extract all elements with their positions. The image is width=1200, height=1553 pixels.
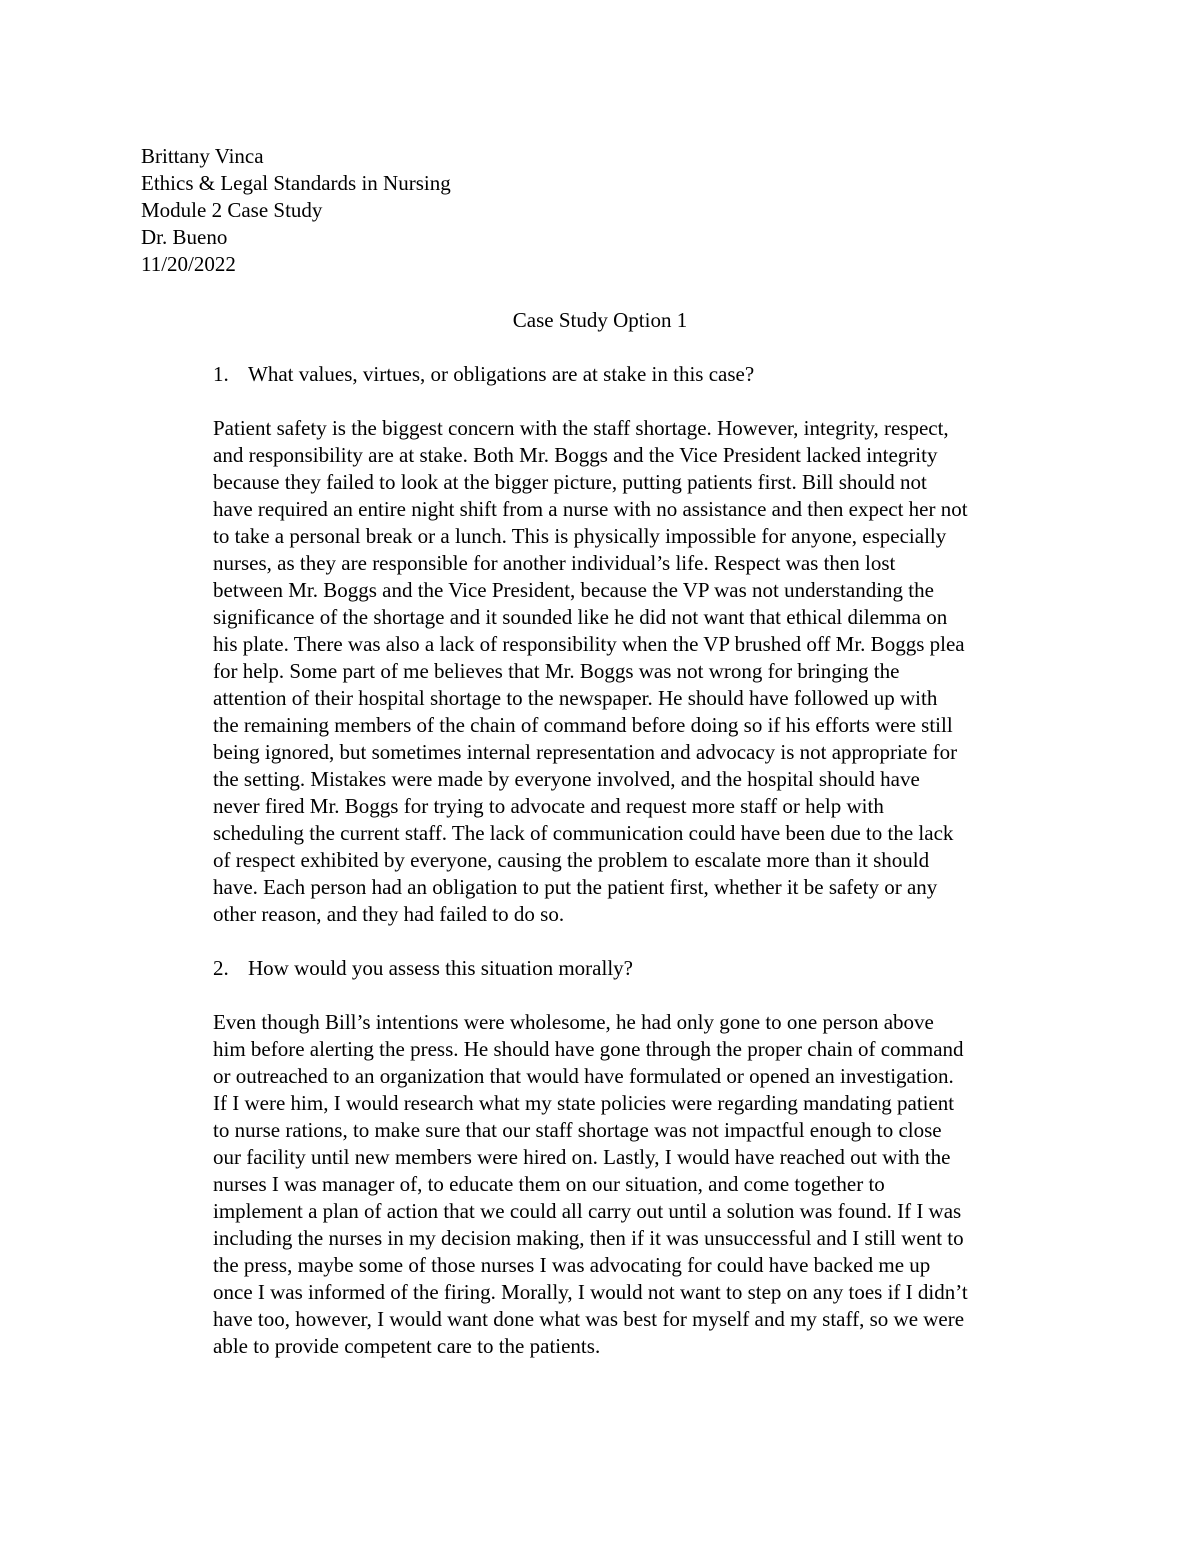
answer-line: to take a personal break or a lunch. This is physically impossible for anyone, especially — [213, 524, 947, 548]
document-date: 11/20/2022 — [141, 252, 236, 276]
assignment-name: Module 2 Case Study — [141, 198, 323, 222]
answer-line: being ignored, but sometimes internal representation and advocacy is not appropriate for — [213, 740, 958, 764]
answer-line: never fired Mr. Boggs for trying to advocate and request more staff or help with — [213, 794, 884, 818]
author-name: Brittany Vinca — [141, 144, 264, 168]
answer-line: have. Each person had an obligation to put the patient first, whether it be safety or any — [213, 875, 938, 899]
answer-line: attention of their hospital shortage to the newspaper. He should have followed up with — [213, 686, 938, 710]
answer-line: his plate. There was also a lack of responsibility when the VP brushed off Mr. Boggs plea — [213, 632, 965, 656]
answer-line: the remaining members of the chain of command before doing so if his efforts were still — [213, 713, 953, 737]
answer-line: have too, however, I would want done what was best for myself and my staff, so we were — [213, 1307, 965, 1331]
answer-line: because they failed to look at the bigger picture, putting patients first. Bill should not — [213, 470, 927, 494]
answer-line: or outreached to an organization that would have formulated or opened an investigation. — [213, 1064, 954, 1088]
answer-line: for help. Some part of me believes that Mr. Boggs was not wrong for bringing the — [213, 659, 900, 683]
answer-line: nurses, as they are responsible for another individual’s life. Respect was then lost — [213, 551, 896, 575]
question-text: What values, virtues, or obligations are at stake in this case? — [248, 362, 755, 386]
answer-line: nurses I was manager of, to educate them on our situation, and come together to — [213, 1172, 885, 1196]
question-text: How would you assess this situation morally? — [248, 956, 633, 980]
answer-line: our facility until new members were hired on. Lastly, I would have reached out with the — [213, 1145, 951, 1169]
answer-line: have required an entire night shift from a nurse with no assistance and then expect her not — [213, 497, 968, 521]
answer-line: of respect exhibited by everyone, causing the problem to escalate more than it should — [213, 848, 930, 872]
instructor-name: Dr. Bueno — [141, 225, 228, 249]
answer-line: able to provide competent care to the patients. — [213, 1334, 601, 1358]
answer-line: to nurse rations, to make sure that our staff shortage was not impactful enough to close — [213, 1118, 942, 1142]
answer-line: other reason, and they had failed to do so. — [213, 902, 565, 926]
answer-line: the setting. Mistakes were made by everyone involved, and the hospital should have — [213, 767, 920, 791]
answer-line: Patient safety is the biggest concern with the staff shortage. However, integrity, respect, — [213, 416, 949, 440]
answer-line: once I was informed of the firing. Morally, I would not want to step on any toes if I didn’t — [213, 1280, 968, 1304]
answer-line: significance of the shortage and it sounded like he did not want that ethical dilemma on — [213, 605, 948, 629]
question-number: 1. — [213, 362, 229, 386]
answer-line: between Mr. Boggs and the Vice President, because the VP was not understanding the — [213, 578, 934, 602]
answer-line: him before alerting the press. He should have gone through the proper chain of command — [213, 1037, 964, 1061]
question-number: 2. — [213, 956, 229, 980]
document-title: Case Study Option 1 — [512, 308, 688, 332]
answer-line: including the nurses in my decision making, then if it was unsuccessful and I still went to — [213, 1226, 964, 1250]
question-2 — [213, 955, 1073, 982]
question-1 — [213, 361, 1073, 388]
answer-line: implement a plan of action that we could all carry out until a solution was found. If I was — [213, 1199, 962, 1223]
answer-2 — [213, 1009, 1073, 1360]
course-name: Ethics & Legal Standards in Nursing — [141, 171, 451, 195]
answer-line: and responsibility are at stake. Both Mr. Boggs and the Vice President lacked integrity — [213, 443, 938, 467]
header-block — [141, 143, 941, 278]
answer-1 — [213, 415, 1073, 928]
answer-line: If I were him, I would research what my state policies were regarding mandating patient — [213, 1091, 955, 1115]
answer-line: scheduling the current staff. The lack of communication could have been due to the lack — [213, 821, 954, 845]
answer-line: the press, maybe some of those nurses I was advocating for could have backed me up — [213, 1253, 931, 1277]
answer-line: Even though Bill’s intentions were wholesome, he had only gone to one person above — [213, 1010, 934, 1034]
